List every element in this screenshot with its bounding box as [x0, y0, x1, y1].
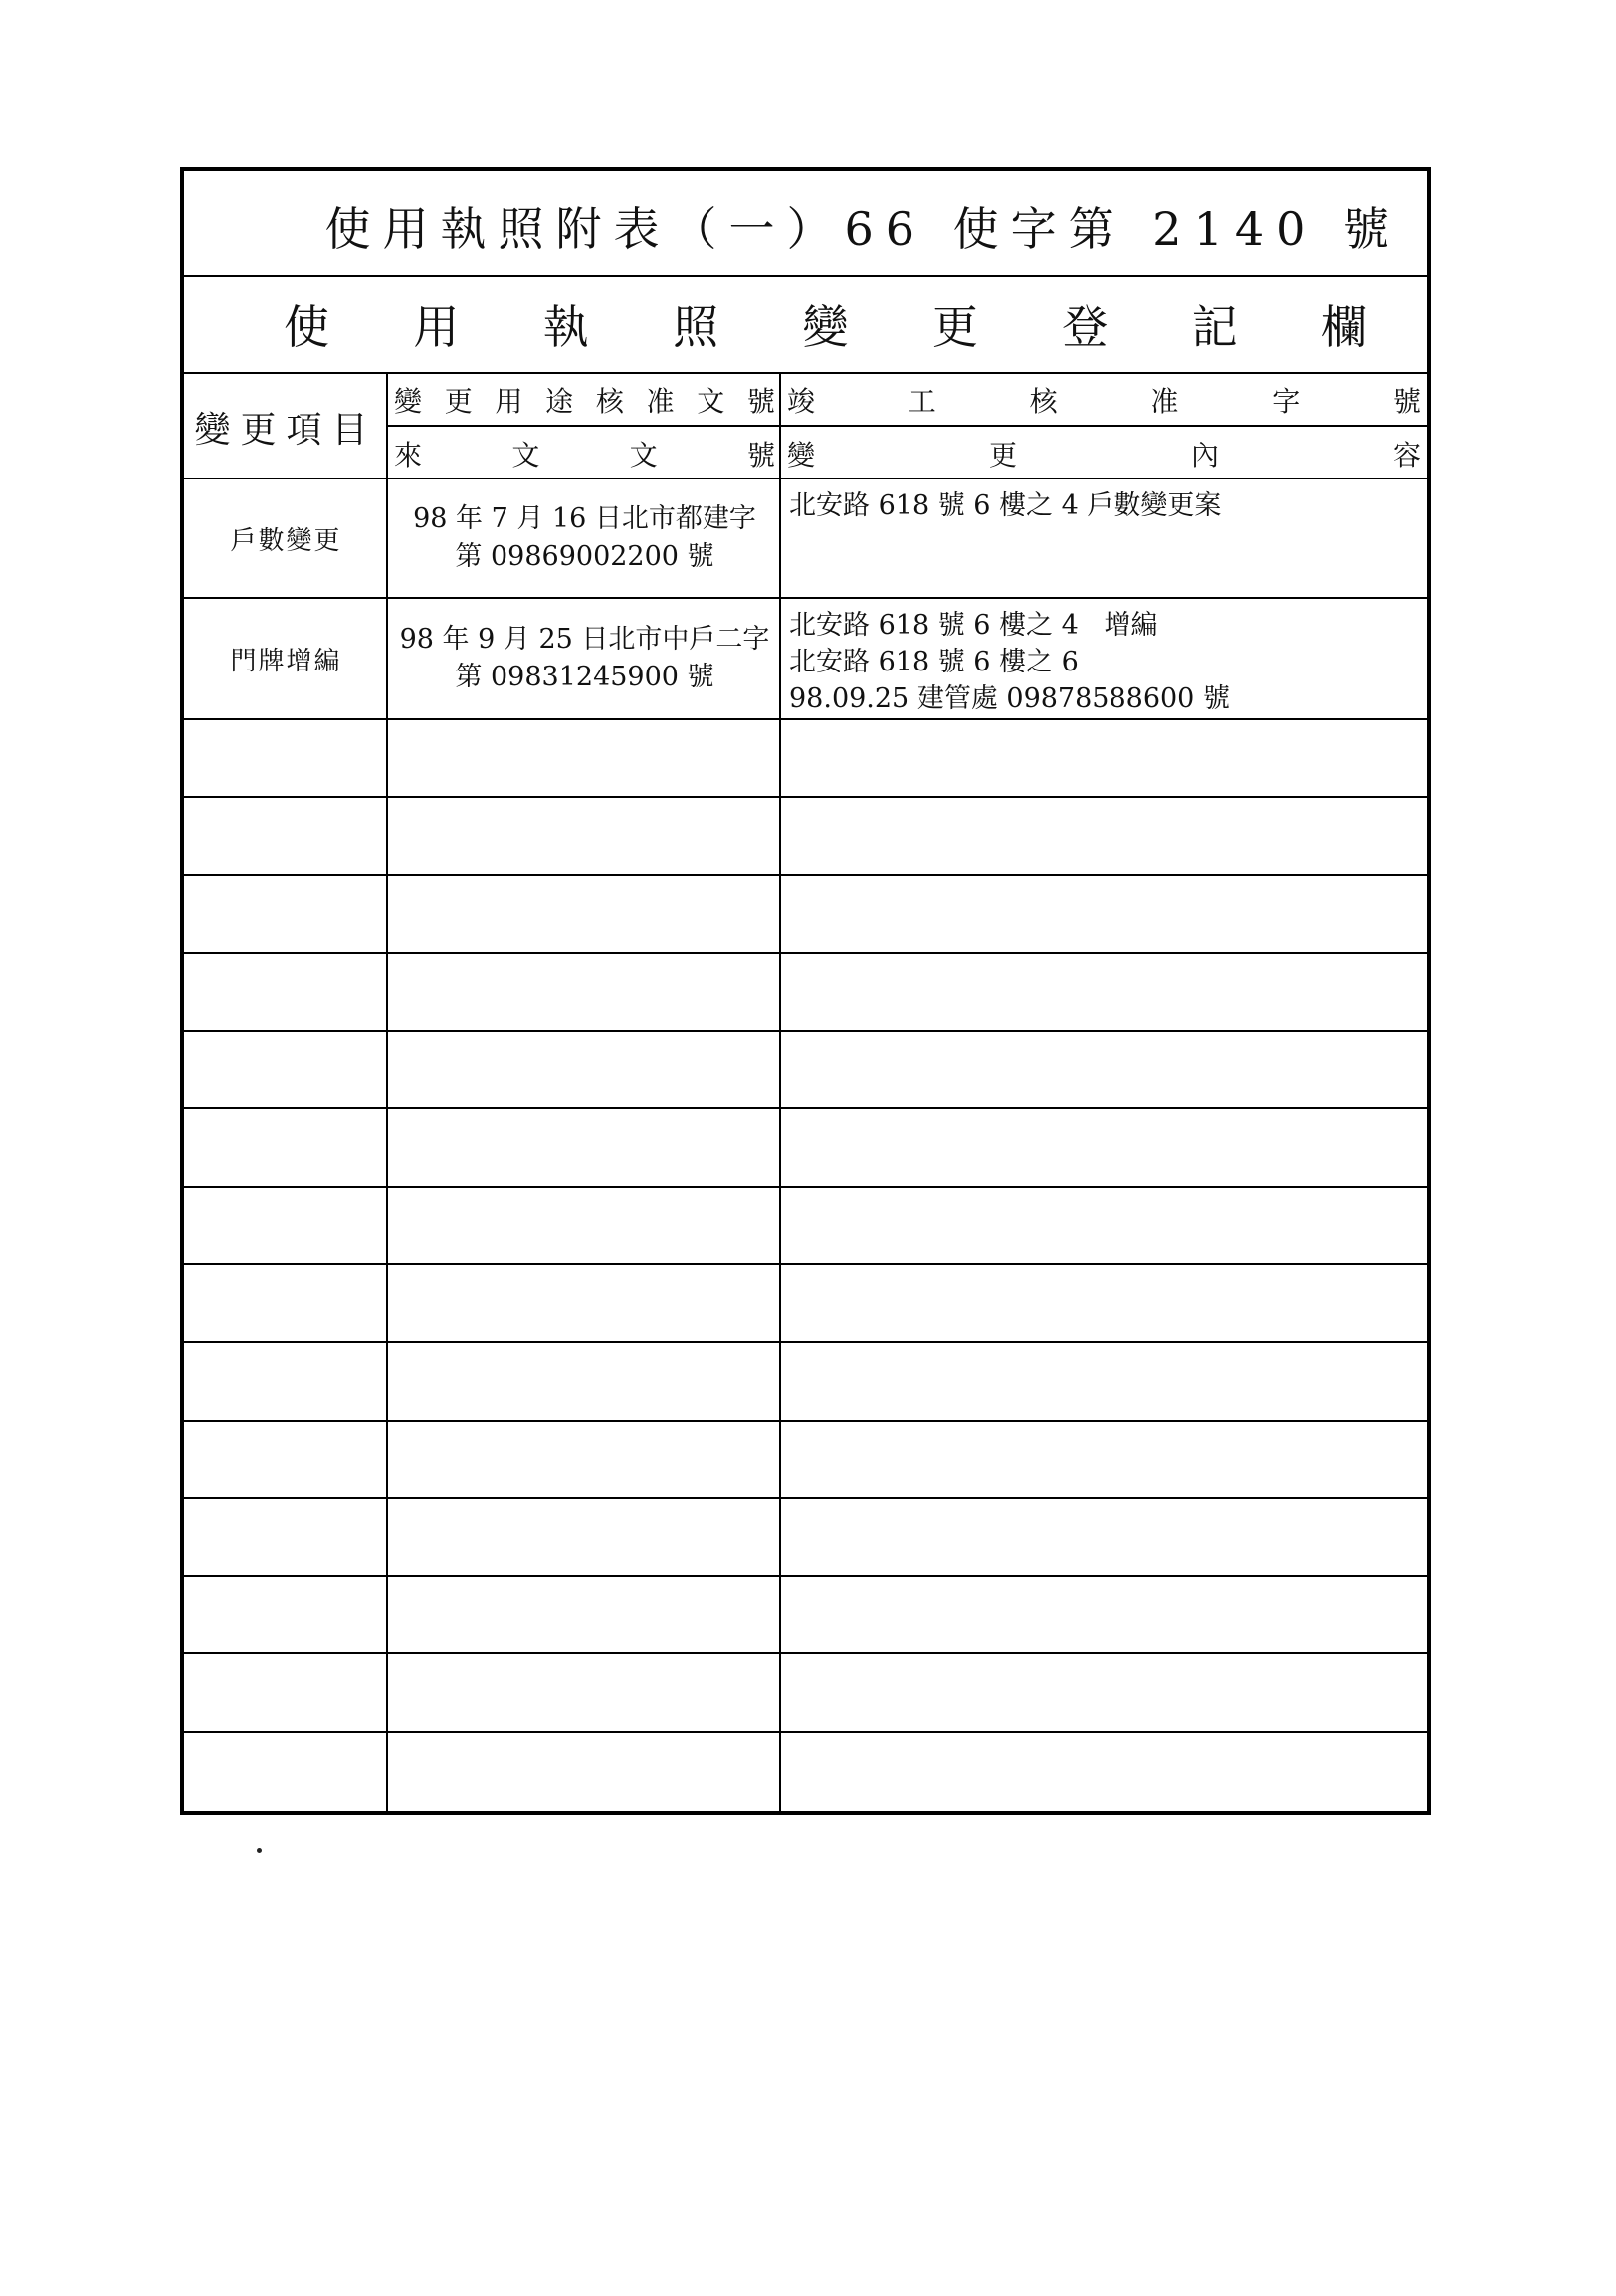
approval-doc-no-char: 用 — [495, 384, 523, 418]
doc-no-line: 第 09831245900 號 — [455, 662, 714, 692]
change-content-cell — [781, 607, 1427, 718]
approval-doc-no-char: 號 — [746, 384, 775, 418]
form-title-row — [184, 171, 1427, 277]
empty-table-row — [184, 1499, 1427, 1577]
form-subtitle — [284, 296, 1367, 352]
change-content-line: 北安路 618 號 6 樓之 4 戶數變更案 — [789, 490, 1222, 521]
approval-doc-no-char: 變 — [394, 384, 423, 418]
empty-table-row — [184, 1577, 1427, 1654]
approval-doc-no-char: 途 — [545, 384, 574, 418]
form-title: 使用執照附表（一）66 使字第 2140 號 — [324, 202, 1401, 256]
approval-doc-no-char: 更 — [444, 384, 473, 418]
empty-table-row — [184, 1733, 1427, 1811]
change-registration-form — [180, 167, 1431, 1815]
subtitle-char: 使 — [284, 300, 329, 354]
change-content-char: 內 — [1190, 438, 1219, 472]
approval-doc-no-char: 准 — [646, 384, 675, 418]
form-subtitle-row — [184, 277, 1427, 374]
empty-table-row — [184, 1654, 1427, 1732]
change-item-cell: 門牌增編 — [230, 646, 342, 676]
completion-no-char: 號 — [1392, 384, 1421, 418]
doc-no-cell — [388, 479, 781, 597]
doc-no-line: 98 年 7 月 16 日北市都建字 — [413, 503, 756, 534]
change-content-line: 北安路 618 號 6 樓之 6 — [789, 647, 1079, 677]
incoming-doc-no-char: 來 — [394, 438, 423, 472]
approval-doc-no-char: 核 — [595, 384, 624, 418]
incoming-doc-no-char: 文 — [629, 438, 658, 472]
doc-no-cell — [388, 599, 781, 718]
change-content-line: 北安路 618 號 6 樓之 4 增編 — [789, 610, 1158, 641]
doc-no-line: 第 09869002200 號 — [455, 541, 714, 572]
empty-table-row — [184, 1422, 1427, 1499]
incoming-doc-no-char: 文 — [511, 438, 540, 472]
table-header — [184, 374, 1427, 479]
header-completion-no — [781, 374, 1427, 427]
change-content-char: 容 — [1392, 438, 1421, 472]
header-change-item: 變更項目 — [194, 409, 378, 451]
empty-table-row — [184, 720, 1427, 798]
header-approval-doc-no — [388, 374, 781, 427]
subtitle-char: 記 — [1191, 300, 1238, 354]
incoming-doc-no-char: 號 — [746, 438, 775, 472]
empty-table-row — [184, 798, 1427, 875]
header-incoming-doc-no — [388, 427, 781, 479]
empty-table-row — [184, 1343, 1427, 1421]
approval-doc-no-char: 文 — [697, 384, 725, 418]
subtitle-char: 照 — [673, 300, 719, 354]
subtitle-char: 欄 — [1321, 300, 1367, 354]
completion-no-char: 字 — [1272, 384, 1301, 418]
change-content-cell — [781, 487, 1427, 597]
empty-table-row — [184, 1188, 1427, 1265]
table-row — [184, 479, 1427, 599]
subtitle-char: 更 — [931, 300, 978, 354]
subtitle-char: 用 — [413, 300, 460, 354]
empty-table-row — [184, 876, 1427, 954]
table-row — [184, 599, 1427, 720]
completion-no-char: 工 — [908, 384, 936, 418]
subtitle-char: 登 — [1062, 300, 1109, 354]
scan-speck — [257, 1848, 262, 1853]
change-content-char: 變 — [787, 438, 816, 472]
change-content-char: 更 — [988, 438, 1017, 472]
completion-no-char: 准 — [1150, 384, 1179, 418]
subtitle-char: 執 — [542, 300, 589, 354]
completion-no-char: 核 — [1029, 384, 1058, 418]
subtitle-char: 變 — [802, 300, 849, 354]
empty-table-row — [184, 954, 1427, 1032]
doc-no-line: 98 年 9 月 25 日北市中戶二字 — [399, 624, 770, 655]
empty-table-row — [184, 1032, 1427, 1109]
change-content-line: 98.09.25 建管處 09878588600 號 — [789, 683, 1230, 714]
change-item-cell: 戶數變更 — [230, 525, 342, 556]
empty-table-row — [184, 1109, 1427, 1187]
completion-no-char: 竣 — [787, 384, 816, 418]
empty-table-row — [184, 1265, 1427, 1343]
header-change-content — [781, 427, 1427, 479]
